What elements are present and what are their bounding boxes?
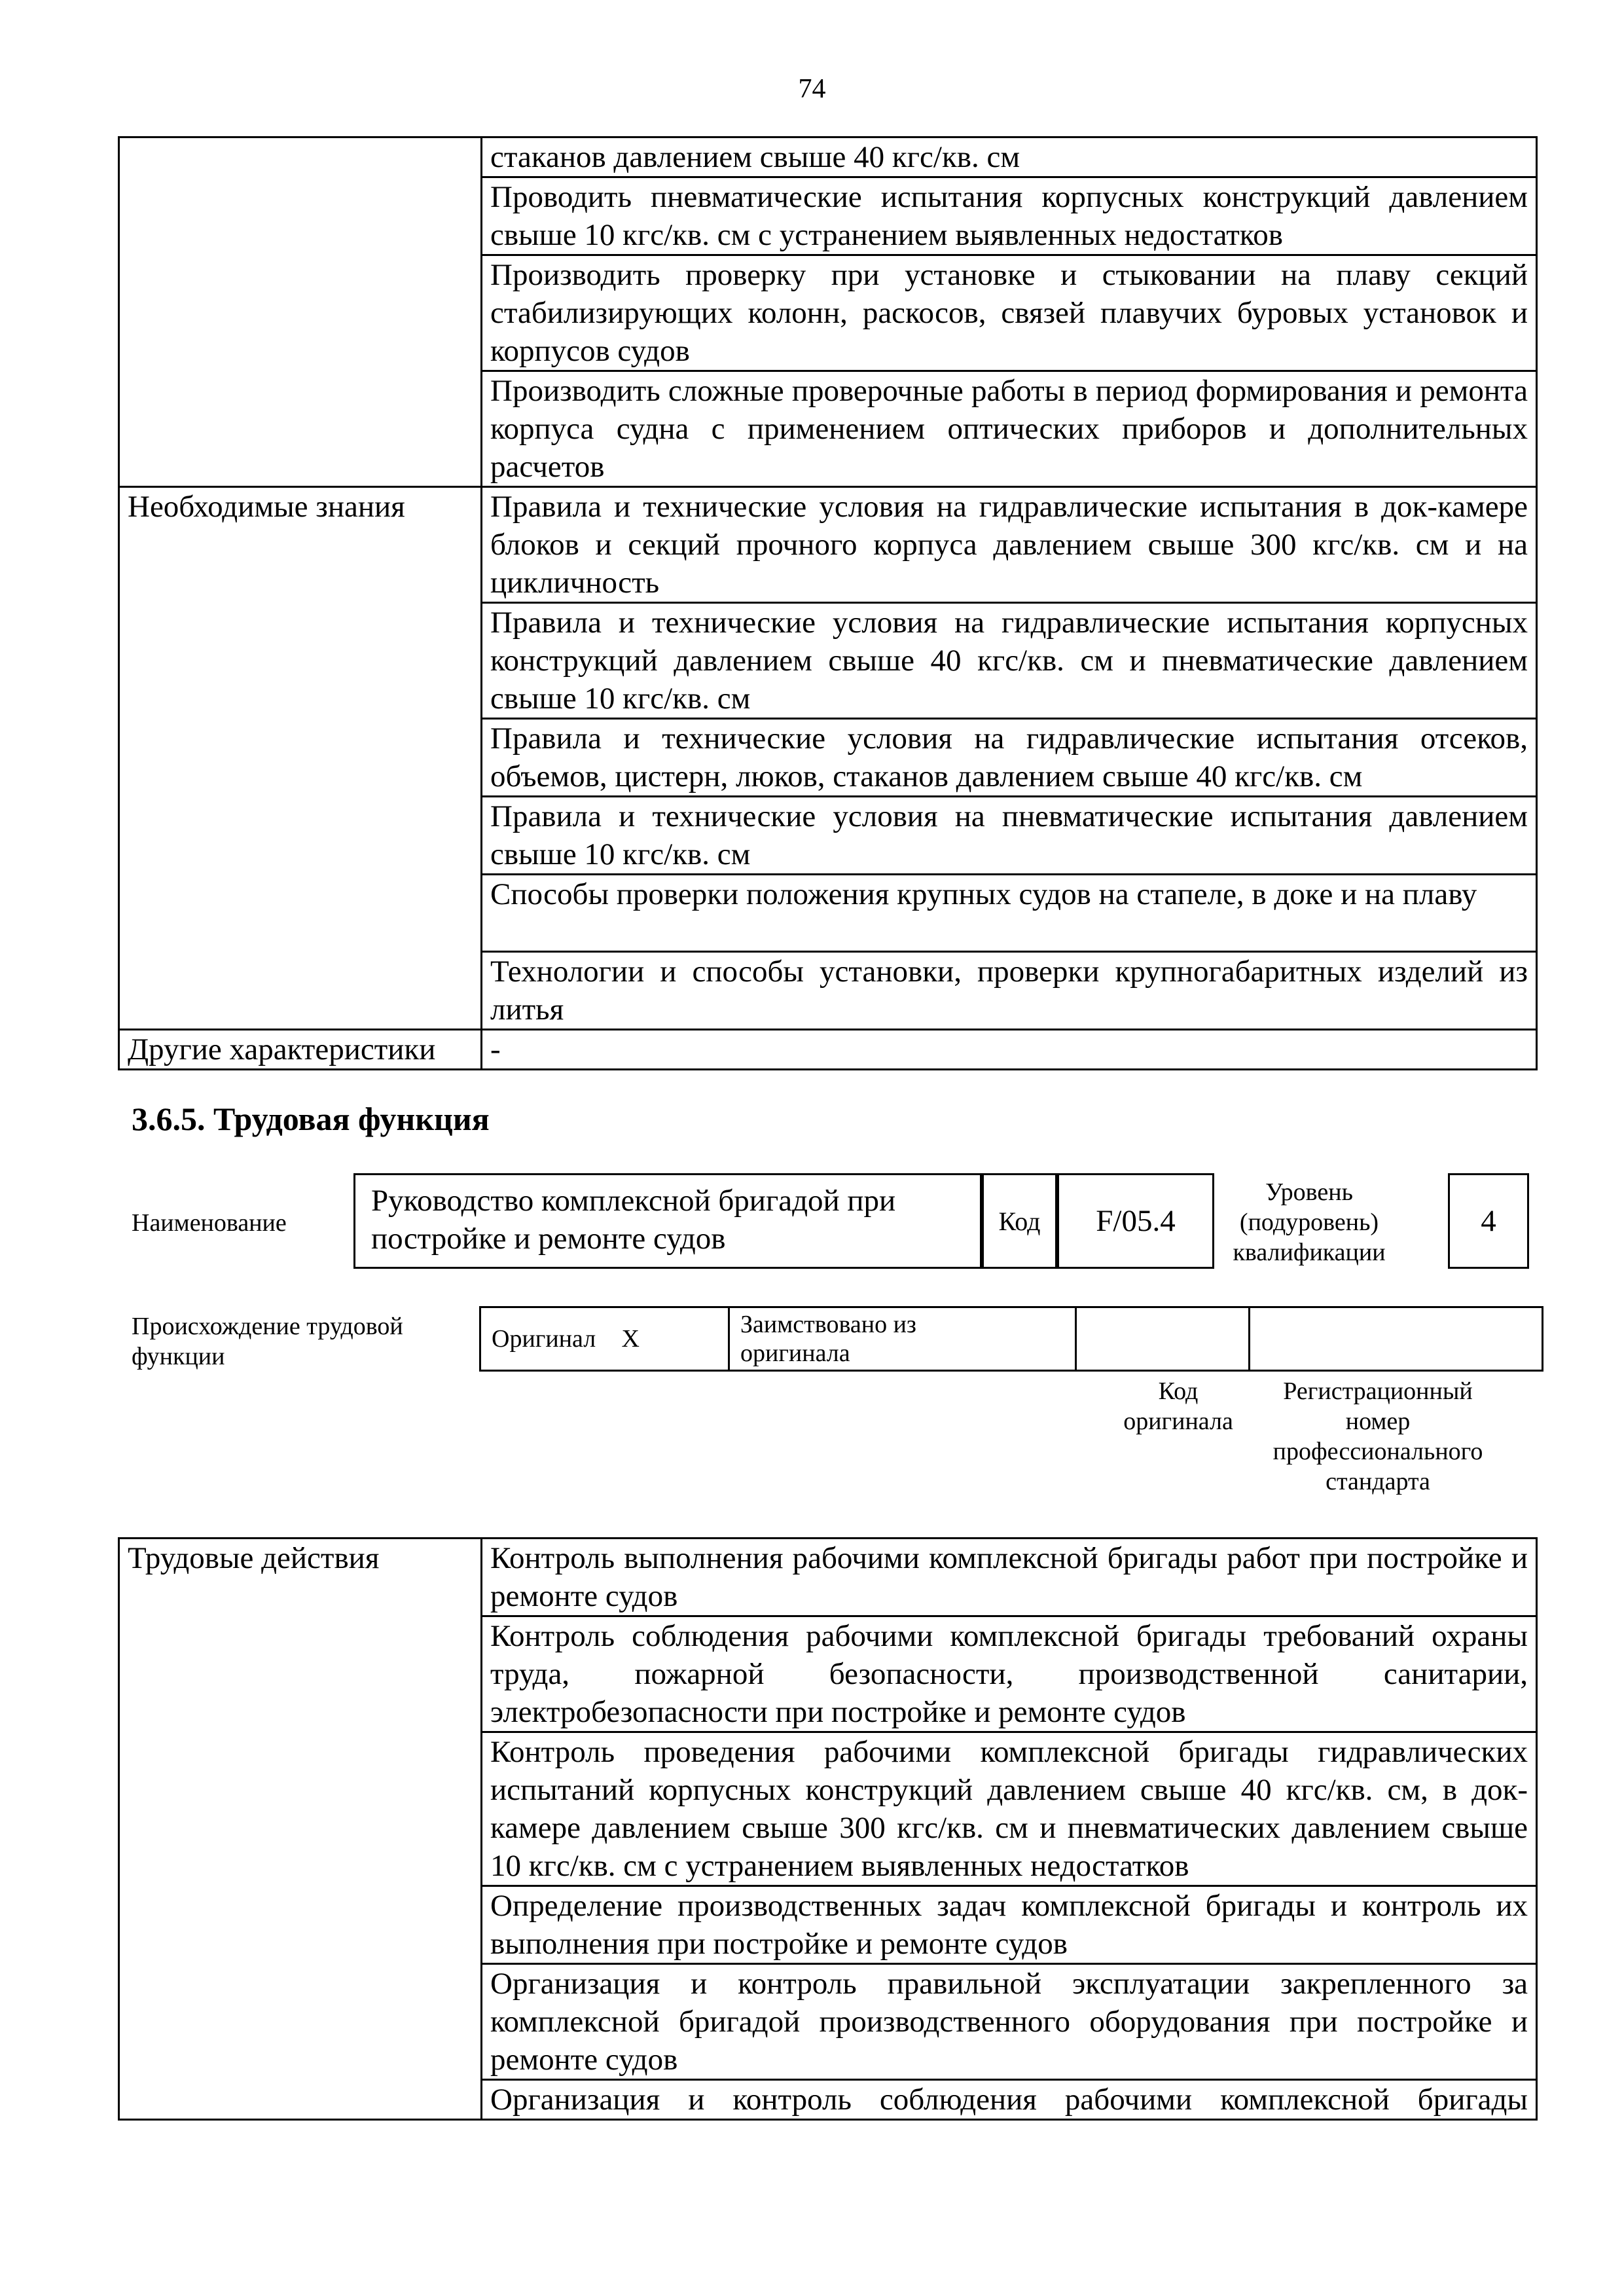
origin-label-line: Происхождение трудовой bbox=[132, 1313, 403, 1340]
knowledge-item: Технологии и способы установки, проверки крупногабаритных изделий из литья bbox=[482, 952, 1537, 1030]
borrowed-label bbox=[729, 1307, 1076, 1371]
skill-item: Производить проверку при установке и стыковании на плаву секций стабилизирующих колонн, раскосов, связей плавучих буровых установок и корпусов судов bbox=[482, 255, 1537, 371]
borrowed-label-line: Заимствовано из bbox=[740, 1311, 916, 1338]
row-label-actions: Трудовые действия bbox=[119, 1539, 482, 2120]
level-label-line: Уровень bbox=[1265, 1178, 1353, 1206]
original-label: Оригинал bbox=[480, 1307, 611, 1371]
page-number: 74 bbox=[798, 74, 826, 104]
row-label-knowledge: Необходимые знания bbox=[119, 487, 482, 1030]
caption-line: Регистрационный bbox=[1283, 1377, 1473, 1405]
code-label: Код bbox=[982, 1173, 1057, 1269]
knowledge-item: Правила и технические условия на гидравлические испытания корпусных конструкций давлением свыше 40 кгс/кв. см и пневматические давлением свыше 10 кгс/кв. см bbox=[482, 603, 1537, 719]
action-item: Организация и контроль соблюдения рабочими комплексной бригады bbox=[482, 2080, 1537, 2120]
section-heading: 3.6.5. Трудовая функция bbox=[132, 1101, 490, 1137]
function-name-box: Руководство комплексной бригадой при постройке и ремонте судов bbox=[353, 1173, 982, 1269]
registration-number-caption bbox=[1240, 1376, 1515, 1497]
qualification-level-value: 4 bbox=[1448, 1173, 1529, 1269]
origin-label bbox=[132, 1311, 403, 1372]
code-value: F/05.4 bbox=[1057, 1173, 1214, 1269]
skill-item: Проводить пневматические испытания корпусных конструкций давлением свыше 10 кгс/кв. см с устранением выявленных недостатков bbox=[482, 177, 1537, 255]
action-item: Контроль соблюдения рабочими комплексной бригады требований охраны труда, пожарной безопасности, производственной санитарии, электробезопасности при постройке и ремонте судов bbox=[482, 1616, 1537, 1732]
labor-actions-table bbox=[118, 1537, 1538, 2121]
name-label: Наименование bbox=[132, 1209, 287, 1237]
caption-line: Код bbox=[1158, 1377, 1199, 1405]
qualification-level-label bbox=[1231, 1177, 1388, 1267]
caption-line: профессионального bbox=[1272, 1438, 1483, 1465]
caption-line: стандарта bbox=[1326, 1468, 1430, 1495]
action-item: Контроль проведения рабочими комплексной бригады гидравлических испытаний корпусных конструкций давлением свыше 40 кгс/кв. см, в док-камере давлением свыше 300 кгс/кв. см и пневматических давлением свыше 10 кгс/кв. см с устранением выявленных недостатков bbox=[482, 1732, 1537, 1886]
row-label-empty bbox=[119, 137, 482, 487]
knowledge-item: Правила и технические условия на пневматические испытания давлением свыше 10 кгс/кв. см bbox=[482, 797, 1537, 875]
action-item: Контроль выполнения рабочими комплексной бригады работ при постройке и ремонте судов bbox=[482, 1539, 1537, 1616]
level-label-line: квалификации bbox=[1233, 1239, 1386, 1266]
original-code-cell bbox=[1076, 1307, 1250, 1371]
action-item: Определение производственных задач комплексной бригады и контроль их выполнения при постройке и ремонте судов bbox=[482, 1886, 1537, 1964]
other-value: - bbox=[482, 1030, 1537, 1070]
registration-number-cell bbox=[1250, 1307, 1543, 1371]
level-label-line: (подуровень) bbox=[1239, 1209, 1379, 1236]
origin-label-line: функции bbox=[132, 1343, 225, 1370]
row-label-other: Другие характеристики bbox=[119, 1030, 482, 1070]
borrowed-label-line: оригинала bbox=[740, 1339, 850, 1367]
action-item: Организация и контроль правильной эксплуатации закрепленного за комплексной бригадой производственного оборудования при постройке и ремонте судов bbox=[482, 1964, 1537, 2080]
skill-item: стаканов давлением свыше 40 кгс/кв. см bbox=[482, 137, 1537, 177]
knowledge-item: Способы проверки положения крупных судов на стапеле, в доке и на плаву bbox=[482, 875, 1537, 952]
origin-table bbox=[479, 1306, 1543, 1372]
caption-line: оригинала bbox=[1123, 1408, 1233, 1435]
skill-item: Производить сложные проверочные работы в период формирования и ремонта корпуса судна с применением оптических приборов и дополнительных расчетов bbox=[482, 371, 1537, 487]
knowledge-item: Правила и технические условия на гидравлические испытания в док-камере блоков и секций прочного корпуса давлением свыше 300 кгс/кв. см и на цикличность bbox=[482, 487, 1537, 603]
original-mark: X bbox=[611, 1307, 729, 1371]
knowledge-item: Правила и технические условия на гидравлические испытания отсеков, объемов, цистерн, люков, стаканов давлением свыше 40 кгс/кв. см bbox=[482, 719, 1537, 797]
skills-knowledge-table bbox=[118, 136, 1538, 1070]
caption-line: номер bbox=[1345, 1408, 1411, 1435]
